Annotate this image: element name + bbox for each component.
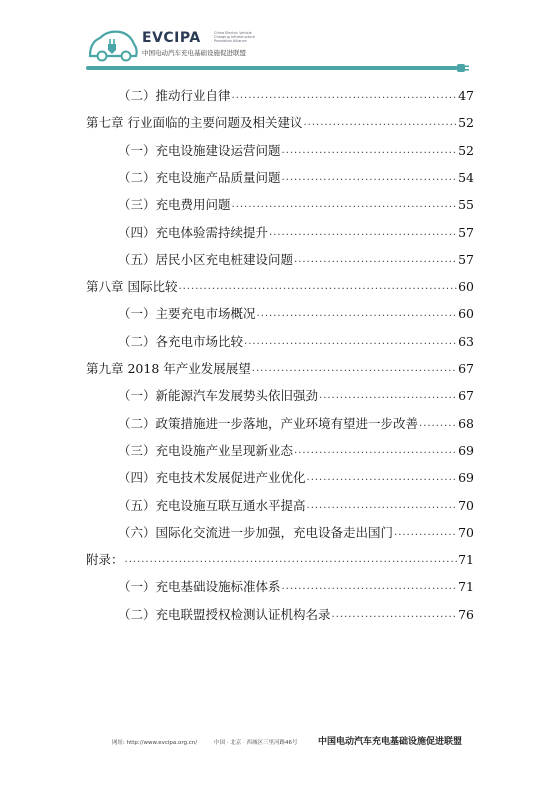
page-header — [0, 0, 560, 80]
toc-section-entry[interactable] — [86, 523, 474, 543]
toc-section-entry[interactable] — [86, 605, 474, 625]
toc-leader-dots — [294, 443, 457, 459]
toc-page-number: 47 — [458, 88, 474, 103]
toc-page-number: 55 — [458, 197, 474, 213]
toc-leader-dots — [307, 470, 458, 486]
toc-entry-title: （四）充电体验需持续提升 — [118, 224, 269, 240]
toc-leader-dots — [303, 115, 457, 131]
footer-organization: 中国电动汽车充电基础设施促进联盟 — [318, 737, 463, 747]
brand-chinese-name: 中国电动汽车充电基础设施促进联盟 — [142, 49, 246, 57]
toc-leader-dots — [282, 143, 458, 159]
toc-section-entry[interactable] — [86, 496, 474, 516]
toc-leader-dots — [178, 279, 457, 295]
footer-address: 中国 · 北京 · 西城区三里河路46号 — [214, 740, 298, 746]
toc-page-number: 70 — [458, 524, 474, 540]
toc-section-entry[interactable] — [86, 414, 474, 434]
toc-page-number: 57 — [458, 224, 474, 240]
footer-website: 网址: http://www.evcipa.org.cn/ — [112, 740, 198, 746]
toc-leader-dots — [319, 388, 457, 404]
ev-car-plug-icon — [86, 28, 140, 64]
toc-leader-dots — [252, 361, 457, 377]
toc-entry-title: （三）充电设施产业呈现新业态 — [118, 442, 294, 458]
toc-page-number: 71 — [458, 552, 474, 568]
toc-leader-dots — [394, 525, 457, 541]
toc-entry-title: （三）充电费用问题 — [118, 197, 231, 213]
toc-page-number: 69 — [458, 470, 474, 486]
toc-chapter-entry[interactable] — [86, 113, 474, 133]
toc-section-entry[interactable] — [86, 250, 474, 270]
toc-page-number: 52 — [458, 142, 474, 158]
toc-entry-title: （一）主要充电市场概况 — [118, 306, 256, 322]
toc-chapter-entry[interactable] — [86, 550, 474, 570]
toc-entry-title: （二）政策措施进一步落地，产业环境有望进一步改善 — [118, 415, 419, 431]
brand-english-name: China Electric Vehicle Charging Infrastructure Promotion Alliance — [214, 31, 255, 43]
toc-leader-dots — [257, 306, 458, 322]
toc-leader-dots — [232, 197, 458, 213]
plug-icon — [456, 61, 470, 75]
toc-section-entry[interactable] — [86, 468, 474, 488]
toc-page-number: 70 — [458, 497, 474, 513]
header-divider — [86, 66, 458, 70]
toc-leader-dots — [125, 552, 458, 568]
toc-leader-dots — [419, 416, 457, 432]
toc-leader-dots — [332, 607, 458, 623]
toc-section-entry[interactable] — [86, 195, 474, 215]
toc-entry-title: （五）居民小区充电桩建设问题 — [118, 251, 294, 267]
toc-entry-title: （二）充电联盟授权检测认证机构名录 — [118, 606, 331, 622]
toc-entry-title: 第九章 2018 年产业发展展望 — [86, 361, 251, 376]
toc-entry-title: 第七章 行业面临的主要问题及相关建议 — [86, 115, 303, 131]
toc-section-entry[interactable] — [86, 304, 474, 324]
toc-page-number: 67 — [458, 388, 474, 404]
toc-section-entry[interactable] — [86, 223, 474, 243]
toc-page-number: 60 — [458, 306, 474, 322]
toc-section-entry[interactable] — [86, 441, 474, 461]
toc-section-entry[interactable] — [86, 141, 474, 161]
toc-entry-title: （一）充电设施建设运营问题 — [118, 142, 281, 158]
toc-entry-title: （二）各充电市场比较 — [118, 333, 244, 349]
toc-leader-dots — [294, 252, 457, 268]
toc-section-entry[interactable] — [86, 386, 474, 406]
toc-entry-title: （一）新能源汽车发展势头依旧强劲 — [118, 388, 319, 404]
toc-page-number: 71 — [458, 579, 474, 595]
toc-entry-title: （二）推动行业自律 — [118, 88, 231, 103]
toc-leader-dots — [282, 170, 458, 186]
brand-name: EVCIPA — [142, 30, 201, 46]
toc-entry-title: （一）充电基础设施标准体系 — [118, 579, 281, 595]
toc-chapter-entry[interactable] — [86, 359, 474, 379]
toc-page-number: 69 — [458, 442, 474, 458]
toc-page-number: 76 — [458, 606, 474, 622]
toc-leader-dots — [269, 225, 457, 241]
page-footer — [0, 722, 560, 752]
toc-entry-title: （二）充电设施产品质量问题 — [118, 169, 281, 185]
toc-section-entry[interactable] — [86, 168, 474, 188]
toc-page-number: 52 — [458, 115, 474, 131]
toc-leader-dots — [307, 498, 458, 514]
toc-leader-dots — [232, 88, 458, 104]
toc-entry-title: 附录： — [86, 552, 124, 568]
toc-page-number: 63 — [458, 333, 474, 349]
toc-section-entry[interactable] — [86, 332, 474, 352]
toc-entry-title: （四）充电技术发展促进产业优化 — [118, 470, 306, 486]
toc-entry-title: （五）充电设施互联互通水平提高 — [118, 497, 306, 513]
toc-section-entry[interactable] — [86, 86, 474, 106]
toc-section-entry[interactable] — [86, 577, 474, 597]
toc-leader-dots — [282, 579, 458, 595]
toc-entry-title: （六）国际化交流进一步加强，充电设备走出国门 — [118, 524, 394, 540]
toc-leader-dots — [244, 334, 457, 350]
toc-entry-title: 第八章 国际比较 — [86, 279, 178, 295]
toc-chapter-entry[interactable] — [86, 277, 474, 297]
toc-page-number: 54 — [458, 169, 474, 185]
toc-page-number: 57 — [458, 251, 474, 267]
toc-page-number: 60 — [458, 279, 474, 295]
toc-page-number: 68 — [458, 415, 474, 431]
toc-page-number: 67 — [458, 361, 474, 376]
